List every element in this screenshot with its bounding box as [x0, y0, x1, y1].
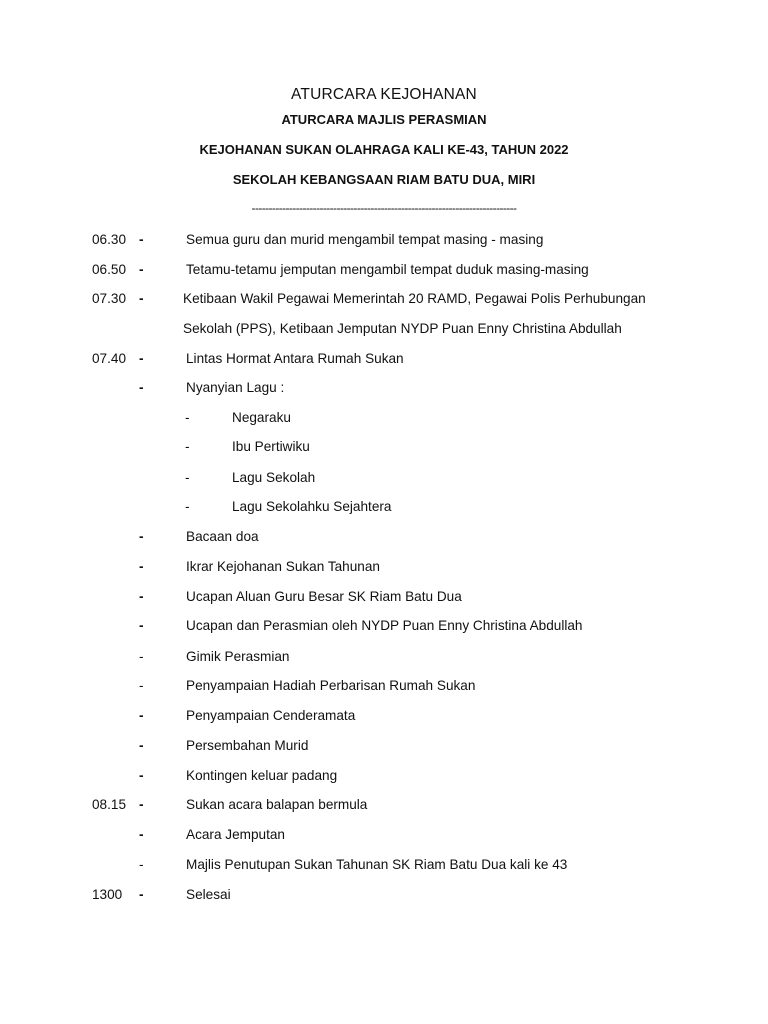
- song-title: Lagu Sekolah: [232, 470, 316, 485]
- song-title: Ibu Pertiwiku: [232, 439, 310, 454]
- schedule-text: Ucapan Aluan Guru Besar SK Riam Batu Dua: [186, 589, 462, 604]
- song-dash: -: [185, 470, 190, 485]
- schedule-dash: -: [139, 678, 144, 693]
- schedule-text: Selesai: [186, 887, 231, 902]
- schedule-row: [0, 377, 768, 399]
- schedule-row: [0, 288, 768, 310]
- schedule-text: Acara Jemputan: [186, 827, 285, 842]
- schedule-text: Semua guru dan murid mengambil tempat masing - masing: [186, 232, 544, 247]
- song-item: [0, 467, 768, 489]
- schedule-dash: -: [139, 649, 144, 664]
- divider-line: ------------------------------------------------------------------------------: [251, 201, 517, 215]
- schedule-dash: -: [139, 291, 144, 306]
- schedule-row: [0, 348, 768, 370]
- schedule-time: 06.30: [92, 232, 127, 247]
- schedule-time: 08.15: [92, 797, 127, 812]
- schedule-row: [0, 794, 768, 816]
- schedule-dash: -: [139, 857, 144, 872]
- schedule-text: Sukan acara balapan bermula: [186, 797, 368, 812]
- schedule-row: [0, 824, 768, 846]
- schedule-text: Ucapan dan Perasmian oleh NYDP Puan Enny Christina Abdullah: [186, 618, 583, 633]
- schedule-dash: -: [139, 738, 144, 753]
- schedule-text: Ikrar Kejohanan Sukan Tahunan: [186, 559, 380, 574]
- schedule-text: Penyampaian Cenderamata: [186, 708, 356, 723]
- schedule-row: [0, 586, 768, 608]
- schedule-row: [0, 526, 768, 548]
- schedule-text: Penyampaian Hadiah Perbarisan Rumah Sukan: [186, 678, 476, 693]
- song-dash: -: [185, 439, 190, 454]
- schedule-text: Kontingen keluar padang: [186, 768, 338, 783]
- schedule-dash: -: [139, 559, 144, 574]
- schedule-dash: -: [139, 797, 144, 812]
- song-dash: -: [185, 410, 190, 425]
- schedule-time: 07.40: [92, 351, 127, 366]
- schedule-time: 07.30: [92, 291, 127, 306]
- schedule-text: Sekolah (PPS), Ketibaan Jemputan NYDP Puan Enny Christina Abdullah: [183, 321, 622, 336]
- song-item: [0, 436, 768, 458]
- schedule-dash: -: [139, 529, 144, 544]
- schedule-text: Tetamu-tetamu jemputan mengambil tempat duduk masing-masing: [186, 262, 589, 277]
- schedule-row: [0, 229, 768, 251]
- schedule-row: [0, 765, 768, 787]
- schedule-time: 06.50: [92, 262, 127, 277]
- document-title: ATURCARA KEJOHANAN: [291, 86, 477, 103]
- schedule-text: Ketibaan Wakil Pegawai Memerintah 20 RAMD, Pegawai Polis Perhubungan: [183, 291, 646, 306]
- schedule-row: [0, 884, 768, 906]
- schedule-text: Lintas Hormat Antara Rumah Sukan: [186, 351, 404, 366]
- song-item: [0, 496, 768, 518]
- schedule-row: [0, 615, 768, 637]
- school-name: SEKOLAH KEBANGSAAN RIAM BATU DUA, MIRI: [232, 172, 536, 187]
- schedule-row: [0, 854, 768, 876]
- document-subtitle: ATURCARA MAJLIS PERASMIAN: [281, 112, 487, 127]
- schedule-row: [0, 675, 768, 697]
- schedule-dash: -: [139, 887, 144, 902]
- schedule-text: Persembahan Murid: [186, 738, 309, 753]
- song-title: Negaraku: [232, 410, 291, 425]
- schedule-row: [0, 556, 768, 578]
- schedule-text: Bacaan doa: [186, 529, 259, 544]
- schedule-row: [0, 259, 768, 281]
- schedule-dash: -: [139, 708, 144, 723]
- schedule-dash: -: [139, 618, 144, 633]
- schedule-row: [0, 705, 768, 727]
- song-title: Lagu Sekolahku Sejahtera: [232, 499, 392, 514]
- schedule-dash: -: [139, 262, 144, 277]
- schedule-dash: -: [139, 351, 144, 366]
- schedule-text: Nyanyian Lagu :: [186, 380, 285, 395]
- schedule-dash: -: [139, 589, 144, 604]
- schedule-time: 1300: [92, 887, 123, 902]
- song-dash: -: [185, 499, 190, 514]
- schedule-row-continuation: [0, 318, 768, 340]
- event-name: KEJOHANAN SUKAN OLAHRAGA KALI KE-43, TAHUN 2022: [199, 142, 569, 157]
- schedule-dash: -: [139, 827, 144, 842]
- schedule-dash: -: [139, 380, 144, 395]
- song-item: [0, 407, 768, 429]
- schedule-dash: -: [139, 768, 144, 783]
- schedule-row: [0, 735, 768, 757]
- schedule-text: Gimik Perasmian: [186, 649, 290, 664]
- schedule-row: [0, 646, 768, 668]
- schedule-text: Majlis Penutupan Sukan Tahunan SK Riam Batu Dua kali ke 43: [186, 857, 568, 872]
- schedule-dash: -: [139, 232, 144, 247]
